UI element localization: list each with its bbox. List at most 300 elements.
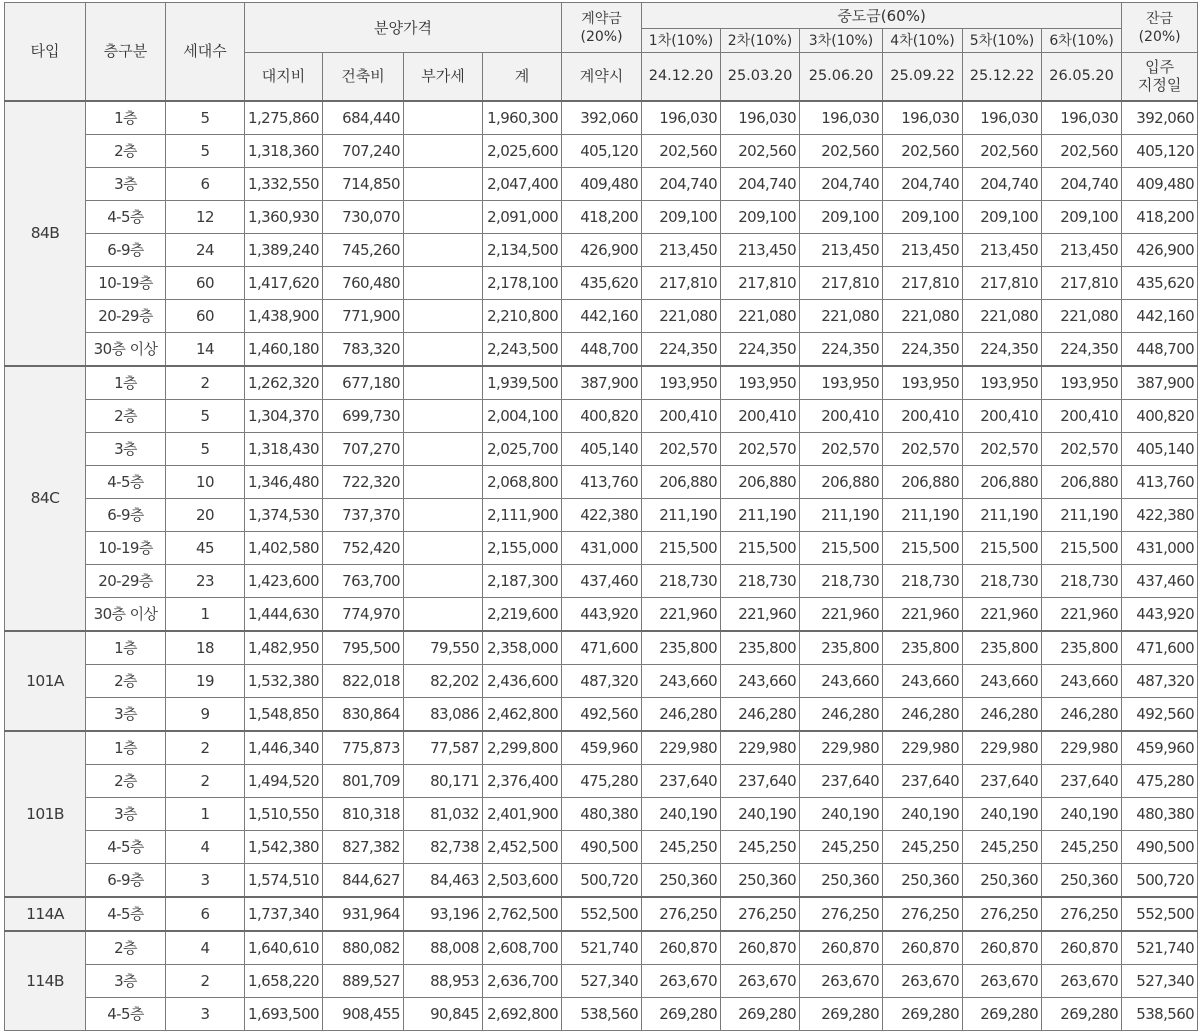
balance-cell: 413,760	[1122, 465, 1198, 498]
deposit-cell: 443,920	[562, 597, 642, 631]
header-date-6: 26.05.20	[1042, 53, 1122, 101]
total-price-cell: 1,960,300	[483, 101, 562, 135]
land-price-cell: 1,346,480	[245, 465, 323, 498]
build-price-cell: 889,527	[323, 964, 404, 997]
total-price-cell: 2,187,300	[483, 564, 562, 597]
land-price-cell: 1,693,500	[245, 997, 323, 1030]
middle-payment-cell: 245,250	[721, 830, 800, 863]
build-price-cell: 752,420	[323, 531, 404, 564]
middle-payment-cell: 276,250	[642, 897, 721, 931]
middle-payment-cell: 221,080	[642, 299, 721, 332]
balance-cell: 480,380	[1122, 797, 1198, 830]
middle-payment-cell: 200,410	[963, 399, 1042, 432]
floor-cell: 20-29층	[86, 564, 166, 597]
deposit-cell: 409,480	[562, 167, 642, 200]
floor-cell: 4-5층	[86, 897, 166, 931]
middle-payment-cell: 269,280	[963, 997, 1042, 1030]
middle-payment-cell: 221,080	[963, 299, 1042, 332]
balance-cell: 387,900	[1122, 366, 1198, 400]
deposit-cell: 538,560	[562, 997, 642, 1030]
land-price-cell: 1,389,240	[245, 233, 323, 266]
header-balance	[1122, 3, 1198, 53]
floor-cell: 3층	[86, 167, 166, 200]
vat-cell	[404, 498, 483, 531]
middle-payment-cell: 224,350	[963, 332, 1042, 366]
middle-payment-cell: 224,350	[721, 332, 800, 366]
vat-cell	[404, 200, 483, 233]
middle-payment-cell: 250,360	[963, 863, 1042, 897]
land-price-cell: 1,318,360	[245, 134, 323, 167]
middle-payment-cell: 221,960	[963, 597, 1042, 631]
table-row	[5, 664, 1198, 697]
build-price-cell: 699,730	[323, 399, 404, 432]
floor-cell: 30층 이상	[86, 597, 166, 631]
middle-payment-cell: 235,800	[1042, 631, 1122, 665]
balance-cell: 475,280	[1122, 764, 1198, 797]
vat-cell: 79,550	[404, 631, 483, 665]
middle-payment-cell: 218,730	[1042, 564, 1122, 597]
deposit-cell: 387,900	[562, 366, 642, 400]
type-cell: 84C	[5, 366, 86, 631]
middle-payment-cell: 250,360	[642, 863, 721, 897]
middle-payment-cell: 246,280	[642, 697, 721, 731]
land-price-cell: 1,532,380	[245, 664, 323, 697]
middle-payment-cell: 260,870	[721, 931, 800, 965]
floor-cell: 4-5층	[86, 465, 166, 498]
middle-payment-cell: 209,100	[642, 200, 721, 233]
middle-payment-cell: 221,080	[1042, 299, 1122, 332]
build-price-cell: 760,480	[323, 266, 404, 299]
middle-payment-cell: 202,570	[721, 432, 800, 465]
middle-payment-cell: 196,030	[1042, 101, 1122, 135]
middle-payment-cell: 213,450	[963, 233, 1042, 266]
table-row	[5, 399, 1198, 432]
middle-payment-cell: 245,250	[1042, 830, 1122, 863]
units-cell: 5	[166, 134, 245, 167]
middle-payment-cell: 193,950	[963, 366, 1042, 400]
total-price-cell: 2,692,800	[483, 997, 562, 1030]
units-cell: 10	[166, 465, 245, 498]
type-cell: 101A	[5, 631, 86, 731]
build-price-cell: 771,900	[323, 299, 404, 332]
vat-cell: 93,196	[404, 897, 483, 931]
deposit-cell: 487,320	[562, 664, 642, 697]
middle-payment-cell: 276,250	[963, 897, 1042, 931]
floor-cell: 4-5층	[86, 200, 166, 233]
price-table	[4, 2, 1198, 1031]
balance-cell: 405,120	[1122, 134, 1198, 167]
build-price-cell: 737,370	[323, 498, 404, 531]
header-m6: 6차(10%)	[1042, 29, 1122, 53]
deposit-cell: 437,460	[562, 564, 642, 597]
table-row	[5, 897, 1198, 931]
land-price-cell: 1,494,520	[245, 764, 323, 797]
build-price-cell: 763,700	[323, 564, 404, 597]
middle-payment-cell: 217,810	[1042, 266, 1122, 299]
middle-payment-cell: 213,450	[642, 233, 721, 266]
floor-cell: 2층	[86, 664, 166, 697]
deposit-cell: 422,380	[562, 498, 642, 531]
table-row	[5, 931, 1198, 965]
balance-cell: 418,200	[1122, 200, 1198, 233]
build-price-cell: 827,382	[323, 830, 404, 863]
middle-payment-cell: 263,670	[721, 964, 800, 997]
land-price-cell: 1,548,850	[245, 697, 323, 731]
floor-cell: 4-5층	[86, 997, 166, 1030]
vat-cell	[404, 332, 483, 366]
units-cell: 4	[166, 830, 245, 863]
middle-payment-cell: 221,960	[642, 597, 721, 631]
floor-cell: 6-9층	[86, 233, 166, 266]
deposit-cell: 442,160	[562, 299, 642, 332]
vat-cell: 80,171	[404, 764, 483, 797]
header-deposit-title: 계약금	[581, 10, 622, 27]
balance-cell: 471,600	[1122, 631, 1198, 665]
middle-payment-cell: 269,280	[1042, 997, 1122, 1030]
table-row	[5, 233, 1198, 266]
floor-cell: 2층	[86, 134, 166, 167]
middle-payment-cell: 200,410	[800, 399, 883, 432]
middle-payment-cell: 193,950	[721, 366, 800, 400]
balance-cell: 426,900	[1122, 233, 1198, 266]
middle-payment-cell: 209,100	[721, 200, 800, 233]
total-price-cell: 2,025,700	[483, 432, 562, 465]
middle-payment-cell: 260,870	[883, 931, 963, 965]
middle-payment-cell: 196,030	[642, 101, 721, 135]
middle-payment-cell: 218,730	[883, 564, 963, 597]
land-price-cell: 1,417,620	[245, 266, 323, 299]
units-cell: 2	[166, 764, 245, 797]
middle-payment-cell: 202,560	[963, 134, 1042, 167]
total-price-cell: 2,025,600	[483, 134, 562, 167]
balance-cell: 431,000	[1122, 531, 1198, 564]
middle-payment-cell: 218,730	[642, 564, 721, 597]
deposit-cell: 405,140	[562, 432, 642, 465]
deposit-cell: 475,280	[562, 764, 642, 797]
middle-payment-cell: 202,570	[883, 432, 963, 465]
middle-payment-cell: 260,870	[1042, 931, 1122, 965]
floor-cell: 3층	[86, 697, 166, 731]
units-cell: 5	[166, 101, 245, 135]
units-cell: 3	[166, 863, 245, 897]
total-price-cell: 2,047,400	[483, 167, 562, 200]
units-cell: 12	[166, 200, 245, 233]
floor-cell: 20-29층	[86, 299, 166, 332]
middle-payment-cell: 204,740	[1042, 167, 1122, 200]
total-price-cell: 2,004,100	[483, 399, 562, 432]
total-price-cell: 2,401,900	[483, 797, 562, 830]
middle-payment-cell: 211,190	[963, 498, 1042, 531]
header-price-group: 분양가격	[245, 3, 562, 53]
balance-cell: 500,720	[1122, 863, 1198, 897]
middle-payment-cell: 193,950	[883, 366, 963, 400]
vat-cell: 81,032	[404, 797, 483, 830]
middle-payment-cell: 269,280	[721, 997, 800, 1030]
land-price-cell: 1,510,550	[245, 797, 323, 830]
deposit-cell: 413,760	[562, 465, 642, 498]
middle-payment-cell: 235,800	[800, 631, 883, 665]
table-row	[5, 597, 1198, 631]
middle-payment-cell: 204,740	[963, 167, 1042, 200]
vat-cell	[404, 134, 483, 167]
table-row	[5, 332, 1198, 366]
header-date-2: 25.03.20	[721, 53, 800, 101]
middle-payment-cell: 221,960	[1042, 597, 1122, 631]
header-date-5: 25.12.22	[963, 53, 1042, 101]
middle-payment-cell: 204,740	[800, 167, 883, 200]
middle-payment-cell: 250,360	[1042, 863, 1122, 897]
middle-payment-cell: 276,250	[1042, 897, 1122, 931]
units-cell: 9	[166, 697, 245, 731]
header-land: 대지비	[245, 53, 323, 101]
header-middle-group: 중도금(60%)	[642, 3, 1122, 29]
build-price-cell: 880,082	[323, 931, 404, 965]
middle-payment-cell: 217,810	[721, 266, 800, 299]
total-price-cell: 2,636,700	[483, 964, 562, 997]
vat-cell: 88,953	[404, 964, 483, 997]
middle-payment-cell: 215,500	[642, 531, 721, 564]
land-price-cell: 1,318,430	[245, 432, 323, 465]
balance-cell: 527,340	[1122, 964, 1198, 997]
table-row	[5, 266, 1198, 299]
land-price-cell: 1,574,510	[245, 863, 323, 897]
middle-payment-cell: 229,980	[721, 731, 800, 765]
header-m3: 3차(10%)	[800, 29, 883, 53]
middle-payment-cell: 224,350	[642, 332, 721, 366]
middle-payment-cell: 196,030	[721, 101, 800, 135]
table-row	[5, 432, 1198, 465]
middle-payment-cell: 240,190	[642, 797, 721, 830]
build-price-cell: 931,964	[323, 897, 404, 931]
middle-payment-cell: 209,100	[1042, 200, 1122, 233]
total-price-cell: 2,462,800	[483, 697, 562, 731]
middle-payment-cell: 243,660	[800, 664, 883, 697]
floor-cell: 2층	[86, 399, 166, 432]
table-row	[5, 797, 1198, 830]
floor-cell: 4-5층	[86, 830, 166, 863]
middle-payment-cell: 211,190	[800, 498, 883, 531]
floor-cell: 6-9층	[86, 498, 166, 531]
middle-payment-cell: 218,730	[963, 564, 1042, 597]
header-deposit-pct: (20%)	[580, 28, 623, 45]
build-price-cell: 844,627	[323, 863, 404, 897]
middle-payment-cell: 250,360	[800, 863, 883, 897]
deposit-cell: 480,380	[562, 797, 642, 830]
table-row	[5, 167, 1198, 200]
deposit-cell: 435,620	[562, 266, 642, 299]
balance-cell: 437,460	[1122, 564, 1198, 597]
middle-payment-cell: 235,800	[963, 631, 1042, 665]
middle-payment-cell: 221,960	[721, 597, 800, 631]
total-price-cell: 1,939,500	[483, 366, 562, 400]
floor-cell: 10-19층	[86, 531, 166, 564]
deposit-cell: 552,500	[562, 897, 642, 931]
middle-payment-cell: 235,800	[883, 631, 963, 665]
units-cell: 60	[166, 299, 245, 332]
balance-cell: 490,500	[1122, 830, 1198, 863]
middle-payment-cell: 276,250	[883, 897, 963, 931]
land-price-cell: 1,275,860	[245, 101, 323, 135]
middle-payment-cell: 269,280	[800, 997, 883, 1030]
land-price-cell: 1,438,900	[245, 299, 323, 332]
vat-cell: 88,008	[404, 931, 483, 965]
middle-payment-cell: 218,730	[800, 564, 883, 597]
table-row	[5, 498, 1198, 531]
middle-payment-cell: 217,810	[642, 266, 721, 299]
balance-cell: 459,960	[1122, 731, 1198, 765]
floor-cell: 10-19층	[86, 266, 166, 299]
vat-cell	[404, 564, 483, 597]
middle-payment-cell: 224,350	[1042, 332, 1122, 366]
build-price-cell: 714,850	[323, 167, 404, 200]
deposit-cell: 500,720	[562, 863, 642, 897]
table-row	[5, 200, 1198, 233]
middle-payment-cell: 245,250	[800, 830, 883, 863]
build-price-cell: 684,440	[323, 101, 404, 135]
vat-cell: 77,587	[404, 731, 483, 765]
middle-payment-cell: 217,810	[883, 266, 963, 299]
middle-payment-cell: 229,980	[963, 731, 1042, 765]
balance-cell: 442,160	[1122, 299, 1198, 332]
land-price-cell: 1,737,340	[245, 897, 323, 931]
table-row	[5, 997, 1198, 1030]
total-price-cell: 2,452,500	[483, 830, 562, 863]
middle-payment-cell: 215,500	[883, 531, 963, 564]
middle-payment-cell: 229,980	[642, 731, 721, 765]
table-row	[5, 764, 1198, 797]
middle-payment-cell: 206,880	[642, 465, 721, 498]
total-price-cell: 2,134,500	[483, 233, 562, 266]
middle-payment-cell: 237,640	[642, 764, 721, 797]
units-cell: 2	[166, 964, 245, 997]
land-price-cell: 1,374,530	[245, 498, 323, 531]
floor-cell: 1층	[86, 731, 166, 765]
total-price-cell: 2,178,100	[483, 266, 562, 299]
vat-cell	[404, 597, 483, 631]
header-vat: 부가세	[404, 53, 483, 101]
vat-cell	[404, 366, 483, 400]
middle-payment-cell: 202,560	[800, 134, 883, 167]
balance-cell: 443,920	[1122, 597, 1198, 631]
middle-payment-cell: 276,250	[800, 897, 883, 931]
floor-cell: 3층	[86, 964, 166, 997]
units-cell: 1	[166, 597, 245, 631]
middle-payment-cell: 243,660	[1042, 664, 1122, 697]
middle-payment-cell: 246,280	[1042, 697, 1122, 731]
land-price-cell: 1,658,220	[245, 964, 323, 997]
middle-payment-cell: 240,190	[721, 797, 800, 830]
middle-payment-cell: 193,950	[642, 366, 721, 400]
land-price-cell: 1,423,600	[245, 564, 323, 597]
middle-payment-cell: 204,740	[883, 167, 963, 200]
build-price-cell: 783,320	[323, 332, 404, 366]
total-price-cell: 2,299,800	[483, 731, 562, 765]
middle-payment-cell: 193,950	[800, 366, 883, 400]
table-row	[5, 366, 1198, 400]
floor-cell: 1층	[86, 366, 166, 400]
middle-payment-cell: 263,670	[800, 964, 883, 997]
build-price-cell: 810,318	[323, 797, 404, 830]
middle-payment-cell: 215,500	[800, 531, 883, 564]
middle-payment-cell: 209,100	[883, 200, 963, 233]
build-price-cell: 722,320	[323, 465, 404, 498]
land-price-cell: 1,482,950	[245, 631, 323, 665]
land-price-cell: 1,640,610	[245, 931, 323, 965]
vat-cell	[404, 266, 483, 299]
balance-cell: 409,480	[1122, 167, 1198, 200]
balance-cell: 492,560	[1122, 697, 1198, 731]
vat-cell	[404, 531, 483, 564]
middle-payment-cell: 229,980	[800, 731, 883, 765]
header-type: 타입	[5, 3, 86, 101]
header-m5: 5차(10%)	[963, 29, 1042, 53]
middle-payment-cell: 237,640	[963, 764, 1042, 797]
floor-cell: 6-9층	[86, 863, 166, 897]
header-total: 계	[483, 53, 562, 101]
units-cell: 3	[166, 997, 245, 1030]
build-price-cell: 801,709	[323, 764, 404, 797]
header-m1: 1차(10%)	[642, 29, 721, 53]
middle-payment-cell: 250,360	[721, 863, 800, 897]
vat-cell	[404, 432, 483, 465]
middle-payment-cell: 206,880	[721, 465, 800, 498]
middle-payment-cell: 200,410	[642, 399, 721, 432]
middle-payment-cell: 229,980	[883, 731, 963, 765]
middle-payment-cell: 196,030	[883, 101, 963, 135]
deposit-cell: 521,740	[562, 931, 642, 965]
total-price-cell: 2,358,000	[483, 631, 562, 665]
land-price-cell: 1,444,630	[245, 597, 323, 631]
middle-payment-cell: 200,410	[1042, 399, 1122, 432]
build-price-cell: 730,070	[323, 200, 404, 233]
middle-payment-cell: 221,080	[883, 299, 963, 332]
middle-payment-cell: 240,190	[963, 797, 1042, 830]
deposit-cell: 405,120	[562, 134, 642, 167]
table-row	[5, 697, 1198, 731]
table-row	[5, 830, 1198, 863]
table-row	[5, 299, 1198, 332]
land-price-cell: 1,304,370	[245, 399, 323, 432]
middle-payment-cell: 245,250	[963, 830, 1042, 863]
middle-payment-cell: 200,410	[721, 399, 800, 432]
header-balance-when	[1122, 53, 1198, 101]
build-price-cell: 830,864	[323, 697, 404, 731]
middle-payment-cell: 229,980	[1042, 731, 1122, 765]
balance-cell: 552,500	[1122, 897, 1198, 931]
units-cell: 23	[166, 564, 245, 597]
middle-payment-cell: 260,870	[642, 931, 721, 965]
type-cell: 101B	[5, 731, 86, 897]
units-cell: 1	[166, 797, 245, 830]
middle-payment-cell: 211,190	[642, 498, 721, 531]
header-floor: 층구분	[86, 3, 166, 101]
middle-payment-cell: 204,740	[642, 167, 721, 200]
middle-payment-cell: 202,560	[721, 134, 800, 167]
floor-cell: 3층	[86, 432, 166, 465]
build-price-cell: 822,018	[323, 664, 404, 697]
middle-payment-cell: 215,500	[1042, 531, 1122, 564]
total-price-cell: 2,376,400	[483, 764, 562, 797]
deposit-cell: 448,700	[562, 332, 642, 366]
total-price-cell: 2,111,900	[483, 498, 562, 531]
middle-payment-cell: 196,030	[963, 101, 1042, 135]
middle-payment-cell: 215,500	[721, 531, 800, 564]
table-row	[5, 631, 1198, 665]
deposit-cell: 418,200	[562, 200, 642, 233]
header-balance-when-1: 입주	[1145, 58, 1175, 77]
header-deposit	[562, 3, 642, 53]
deposit-cell: 527,340	[562, 964, 642, 997]
